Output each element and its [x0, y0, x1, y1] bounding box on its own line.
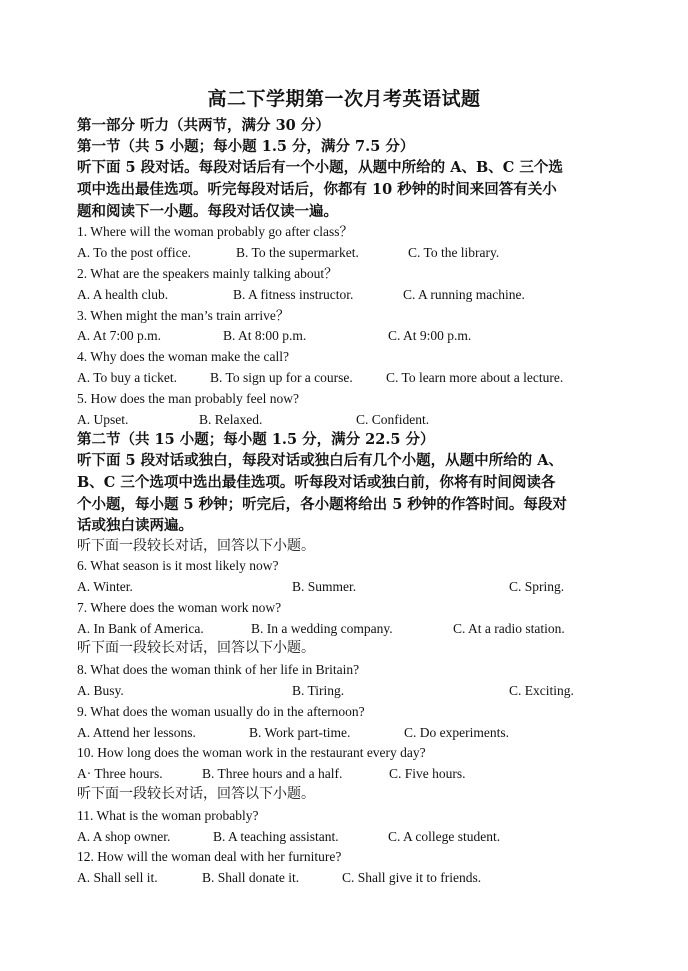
answer-options: [77, 410, 637, 430]
section1-instruction-line: 项中选出最佳选项。听完每段对话后，你都有 10 秒钟的时间来回答有关小: [77, 181, 557, 198]
option-c: C. Five hours.: [389, 766, 466, 781]
option-c: C. Do experiments.: [404, 725, 509, 740]
listening-prompt: 听下面一段较长对话，回答以下小题。: [77, 538, 315, 554]
answer-options: [77, 681, 637, 701]
option-b: B. Tiring.: [292, 683, 345, 698]
option-a: A. At 7:00 p.m.: [77, 328, 162, 343]
option-b: B. In a wedding company.: [251, 621, 393, 636]
option-a: A. A shop owner.: [77, 829, 171, 844]
option-c: C. A running machine.: [403, 287, 525, 302]
option-a: A. In Bank of America.: [77, 621, 204, 636]
option-c: C. Exciting.: [509, 683, 574, 698]
listening-prompt: 听下面一段较长对话，回答以下小题。: [77, 640, 315, 656]
answer-options: [77, 368, 637, 388]
listening-prompt: 听下面一段较长对话，回答以下小题。: [77, 786, 315, 802]
option-c: C. To learn more about a lecture.: [386, 370, 564, 385]
option-c: C. Spring.: [509, 579, 565, 594]
section2-instruction-line: 个小题，每小题 5 秒钟；听完后，各小题将给出 5 秒钟的作答时间。每段对: [77, 496, 567, 513]
exam-title: 高二下学期第一次月考英语试题: [207, 88, 481, 110]
question-text: 7. Where does the woman work now?: [77, 600, 282, 615]
answer-options: [77, 326, 637, 346]
option-b: B. To sign up for a course.: [210, 370, 353, 385]
question-text: 11. What is the woman probably?: [77, 808, 259, 823]
section2-instruction-line: 话或独白读两遍。: [77, 517, 193, 534]
option-a: A. Busy.: [77, 683, 124, 698]
answer-options: [77, 868, 637, 888]
option-b: B. Three hours and a half.: [202, 766, 343, 781]
question-text: 12. How will the woman deal with her furniture?: [77, 849, 342, 864]
question-text: 10. How long does the woman work in the restaurant every day?: [77, 745, 426, 760]
option-c: C. At 9:00 p.m.: [388, 328, 472, 343]
answer-options: [77, 285, 637, 305]
section2-instruction-line: B、C 三个选项中选出最佳选项。听每段对话或独白前，你将有时间阅读各: [77, 474, 556, 491]
answer-options: [77, 827, 637, 847]
answer-options: [77, 619, 637, 639]
option-a: A· Three hours.: [77, 766, 163, 781]
option-b: B. At 8:00 p.m.: [223, 328, 307, 343]
option-b: B. A teaching assistant.: [213, 829, 339, 844]
question-text: 3. When might the man’s train arrive？: [77, 308, 290, 323]
section1-heading: 第一节（共 5 小题；每小题 1.5 分，满分 7.5 分）: [77, 138, 415, 155]
answer-options: [77, 764, 637, 784]
option-a: A. A health club.: [77, 287, 169, 302]
option-c: C. Shall give it to friends.: [342, 870, 482, 885]
option-c: C. To the library.: [408, 245, 500, 260]
option-b: B. Work part-time.: [249, 725, 351, 740]
question-text: 1. Where will the woman probably go after class？: [77, 224, 354, 239]
answer-options: [77, 243, 637, 263]
option-b: B. Shall donate it.: [202, 870, 300, 885]
option-c: C. At a radio station.: [453, 621, 565, 636]
answer-options: [77, 723, 637, 743]
part1-heading: 第一部分 听力（共两节，满分 30 分）: [77, 117, 330, 134]
option-a: A. Attend her lessons.: [77, 725, 196, 740]
section1-instruction-line: 听下面 5 段对话。每段对话后有一个小题，从题中所给的 A、B、C 三个选: [77, 159, 563, 176]
option-a: A. To buy a ticket.: [77, 370, 178, 385]
question-text: 8. What does the woman think of her life in Britain?: [77, 662, 360, 677]
option-a: A. Shall sell it.: [77, 870, 158, 885]
option-b: B. To the supermarket.: [236, 245, 359, 260]
question-text: 4. Why does the woman make the call?: [77, 349, 289, 364]
question-text: 9. What does the woman usually do in the afternoon?: [77, 704, 365, 719]
question-text: 5. How does the man probably feel now?: [77, 391, 299, 406]
section2-heading: 第二节（共 15 小题；每小题 1.5 分，满分 22.5 分）: [77, 431, 435, 448]
section2-instruction-line: 听下面 5 段对话或独白，每段对话或独白后有几个小题，从题中所给的 A、: [77, 452, 563, 469]
question-text: 2. What are the speakers mainly talking about？: [77, 266, 338, 281]
section1-instruction-line: 题和阅读下一小题。每段对话仅读一遍。: [77, 203, 338, 220]
question-text: 6. What season is it most likely now?: [77, 558, 279, 573]
option-b: B. Summer.: [292, 579, 357, 594]
option-a: A. Winter.: [77, 579, 133, 594]
answer-options: [77, 577, 637, 597]
option-c: C. Confident.: [356, 412, 430, 427]
option-c: C. A college student.: [388, 829, 501, 844]
option-a: A. Upset.: [77, 412, 129, 427]
option-b: B. A fitness instructor.: [233, 287, 354, 302]
option-b: B. Relaxed.: [199, 412, 263, 427]
option-a: A. To the post office.: [77, 245, 192, 260]
